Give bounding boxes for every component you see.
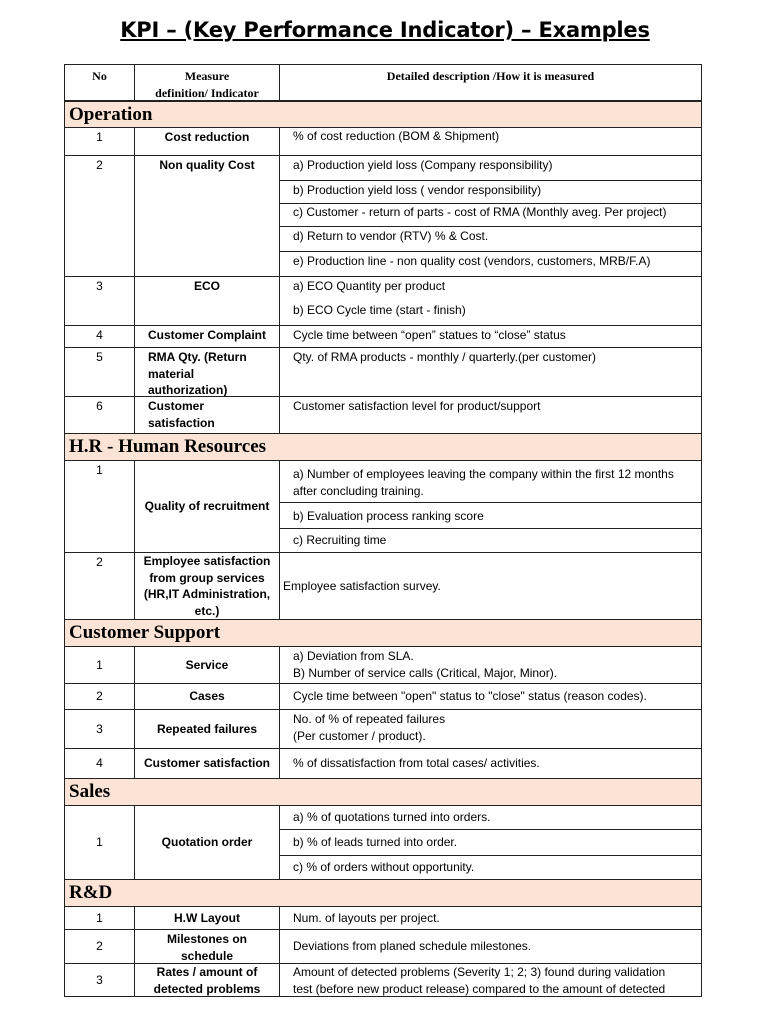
op-row6-desc: Customer satisfaction level for product/support bbox=[279, 396, 702, 434]
op-row2-measure: Non quality Cost bbox=[134, 155, 280, 277]
op-row5-no: 5 bbox=[64, 347, 135, 397]
op-row3-desc-a: a) ECO Quantity per product bbox=[293, 279, 446, 293]
op-row4-desc: Cycle time between “open” statues to “close” status bbox=[279, 325, 702, 348]
op-row6-measure bbox=[134, 396, 280, 434]
rnd-row3-desc bbox=[279, 963, 702, 997]
rnd-row1-no bbox=[64, 906, 135, 930]
hr-row2-measure-l1: Employee satisfaction bbox=[143, 554, 271, 568]
rnd-row2-measure-l1: Milestones on bbox=[166, 932, 247, 946]
cs-row3-measure-text: Repeated failures bbox=[156, 721, 258, 736]
header-no-label: No bbox=[92, 69, 107, 83]
cs-row2-desc-text: Cycle time between "open" status to "close" status (reason codes). bbox=[293, 689, 647, 704]
cs-row3-desc bbox=[279, 709, 702, 749]
cs-row1-no-text: 1 bbox=[96, 657, 103, 672]
sales-row1-desc-b bbox=[279, 829, 702, 856]
cs-row3-no-text: 3 bbox=[96, 721, 103, 736]
rnd-row2-no bbox=[64, 929, 135, 964]
op-row6-no: 6 bbox=[64, 396, 135, 434]
sales-row1-measure bbox=[134, 805, 280, 880]
hr-row1-desc-a bbox=[279, 460, 702, 503]
sales-row1-no bbox=[64, 805, 135, 880]
rnd-row1-measure-text: H.W Layout bbox=[174, 910, 240, 925]
hr-row1-no: 1 bbox=[64, 460, 135, 553]
section-rnd: R&D bbox=[64, 879, 702, 907]
op-row2-desc-b: b) Production yield loss ( vendor responsibility) bbox=[279, 180, 702, 204]
section-customer-support: Customer Support bbox=[64, 619, 702, 647]
cs-row3-desc-l2: (Per customer / product). bbox=[293, 728, 426, 743]
sales-row1-desc-a bbox=[279, 805, 702, 830]
op-row5-measure-l2: material bbox=[148, 366, 195, 381]
op-row6-measure-l1: Customer bbox=[148, 399, 205, 413]
op-row2-desc-c: c) Customer - return of parts - cost of RMA (Monthly aveg. Per project) bbox=[279, 203, 702, 227]
sales-row1-no-text: 1 bbox=[96, 835, 103, 850]
cs-row4-measure-text: Customer satisfaction bbox=[143, 756, 271, 771]
header-no bbox=[64, 64, 135, 101]
rnd-row3-measure bbox=[134, 963, 280, 997]
sales-row1-measure-text: Quotation order bbox=[161, 835, 253, 850]
op-row1-measure: Cost reduction bbox=[134, 127, 280, 156]
rnd-row2-desc bbox=[279, 929, 702, 964]
hr-row2-measure bbox=[134, 552, 280, 620]
cs-row2-measure bbox=[134, 683, 280, 710]
hr-row2-measure-l4: etc.) bbox=[194, 603, 220, 618]
op-row1-no: 1 bbox=[64, 127, 135, 156]
hr-row1-desc-c: c) Recruiting time bbox=[279, 528, 702, 553]
rnd-row2-no-text: 2 bbox=[96, 939, 103, 954]
rnd-row2-measure-l2: schedule bbox=[180, 948, 234, 963]
cs-row4-no bbox=[64, 748, 135, 779]
sales-row1-desc-c-text: c) % of orders without opportunity. bbox=[293, 860, 475, 875]
rnd-row2-desc-text: Deviations from planed schedule milestones. bbox=[293, 939, 532, 954]
rnd-row2-measure bbox=[134, 929, 280, 964]
section-operation: Operation bbox=[64, 101, 702, 128]
hr-row1-measure-label: Quality of recruitment bbox=[144, 499, 270, 513]
op-row2-desc-d: d) Return to vendor (RTV) % & Cost. bbox=[279, 226, 702, 252]
rnd-row3-measure-l1: Rates / amount of bbox=[156, 965, 258, 979]
hr-row2-measure-l2: from group services bbox=[149, 570, 265, 585]
cs-row4-desc-text: % of dissatisfaction from total cases/ activities. bbox=[293, 756, 540, 771]
op-row5-measure bbox=[134, 347, 280, 397]
header-measure bbox=[134, 64, 280, 101]
op-row4-measure: Customer Complaint bbox=[134, 325, 280, 348]
cs-row3-desc-l1: No. of % of repeated failures bbox=[293, 712, 446, 726]
op-row2-desc-a: a) Production yield loss (Company responsibility) bbox=[279, 155, 702, 181]
cs-row1-measure-text: Service bbox=[185, 657, 229, 672]
op-row5-measure-l3: authorization) bbox=[148, 383, 228, 397]
cs-row1-desc bbox=[279, 646, 702, 684]
cs-row2-no-text: 2 bbox=[96, 689, 103, 704]
op-row5-desc: Qty. of RMA products - monthly / quarterly.(per customer) bbox=[279, 347, 702, 397]
sales-row1-desc-b-text: b) % of leads turned into order. bbox=[293, 835, 458, 850]
op-row2-no: 2 bbox=[64, 155, 135, 277]
op-row5-measure-l1: RMA Qty. (Return bbox=[148, 350, 247, 364]
hr-row1-desc-a-l1: a) Number of employees leaving the company within the first 12 months bbox=[293, 467, 674, 481]
cs-row1-no bbox=[64, 646, 135, 684]
rnd-row1-desc bbox=[279, 906, 702, 930]
header-description bbox=[279, 64, 702, 101]
cs-row3-no bbox=[64, 709, 135, 749]
section-sales: Sales bbox=[64, 778, 702, 806]
op-row3-no: 3 bbox=[64, 276, 135, 326]
cs-row4-no-text: 4 bbox=[96, 756, 103, 771]
page-title: KPI – (Key Performance Indicator) – Examples bbox=[120, 18, 650, 42]
hr-row1-desc-b: b) Evaluation process ranking score bbox=[279, 502, 702, 529]
op-row2-desc-e: e) Production line - non quality cost (vendors, customers, MRB/F.A) bbox=[279, 251, 702, 277]
cs-row1-measure bbox=[134, 646, 280, 684]
op-row3-desc bbox=[279, 276, 702, 326]
rnd-row1-desc-text: Num. of layouts per project. bbox=[293, 910, 440, 925]
cs-row2-no bbox=[64, 683, 135, 710]
header-measure-line2: definition/ Indicator bbox=[155, 85, 259, 100]
hr-row1-measure bbox=[134, 460, 280, 553]
cs-row3-measure bbox=[134, 709, 280, 749]
op-row4-no: 4 bbox=[64, 325, 135, 348]
hr-row2-measure-l3: (HR,IT Administration, bbox=[143, 587, 271, 601]
rnd-row3-desc-l2: test (before new product release) compared to the amount of detected bbox=[293, 981, 666, 996]
rnd-row3-desc-l1: Amount of detected problems (Severity 1; 2; 3) found during validation bbox=[293, 965, 666, 979]
op-row3-desc-b: b) ECO Cycle time (start - finish) bbox=[293, 303, 466, 317]
cs-row4-measure bbox=[134, 748, 280, 779]
hr-row2-desc-text: Employee satisfaction survey. bbox=[283, 578, 441, 593]
op-row3-measure: ECO bbox=[134, 276, 280, 326]
hr-row2-no: 2 bbox=[64, 552, 135, 620]
rnd-row1-no-text: 1 bbox=[96, 910, 103, 925]
section-hr: H.R - Human Resources bbox=[64, 433, 702, 461]
sales-row1-desc-c bbox=[279, 855, 702, 880]
sales-row1-desc-a-text: a) % of quotations turned into orders. bbox=[293, 810, 491, 825]
cs-row1-desc-l1: a) Deviation from SLA. bbox=[293, 649, 414, 663]
cs-row4-desc bbox=[279, 748, 702, 779]
op-row6-measure-l2: satisfaction bbox=[148, 415, 215, 430]
hr-row1-desc-a-l2: after concluding training. bbox=[293, 483, 424, 498]
rnd-row3-no bbox=[64, 963, 135, 997]
op-row1-desc: % of cost reduction (BOM & Shipment) bbox=[279, 127, 702, 156]
cs-row1-desc-l2: B) Number of service calls (Critical, Major, Minor). bbox=[293, 665, 558, 680]
cs-row2-desc bbox=[279, 683, 702, 710]
rnd-row3-no-text: 3 bbox=[96, 972, 103, 987]
header-description-label: Detailed description /How it is measured bbox=[386, 69, 595, 83]
cs-row2-measure-text: Cases bbox=[189, 689, 225, 704]
rnd-row3-measure-l2: detected problems bbox=[153, 981, 261, 996]
hr-row2-desc bbox=[279, 552, 702, 620]
rnd-row1-measure bbox=[134, 906, 280, 930]
header-measure-line1: Measure bbox=[184, 69, 230, 83]
